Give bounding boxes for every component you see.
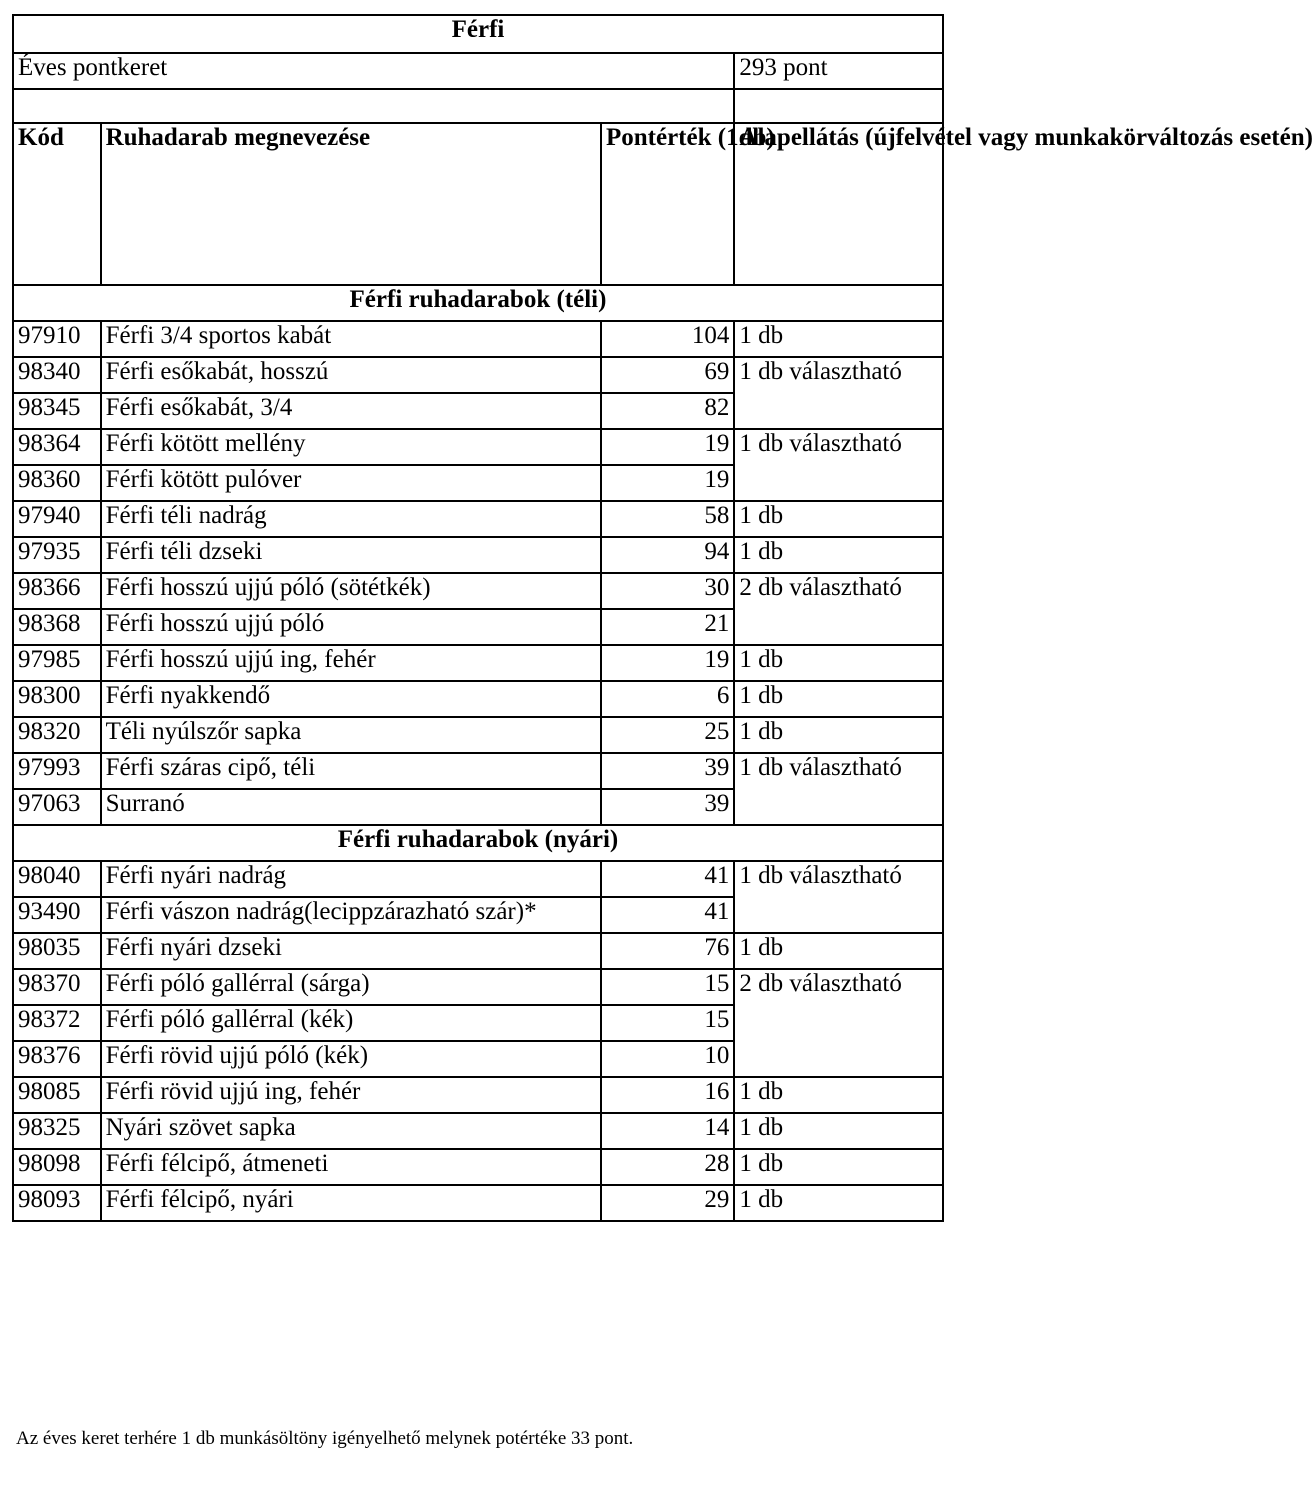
column-header-allocation: Alapellátás (újfelvétel vagy munkakörváltozás esetén) [734, 123, 943, 285]
item-code: 97910 [13, 321, 101, 357]
table-row [13, 681, 943, 717]
item-name: Férfi félcipő, nyári [101, 1185, 601, 1221]
table-row [13, 717, 943, 753]
item-code: 98325 [13, 1113, 101, 1149]
item-code: 98040 [13, 861, 101, 897]
item-points: 39 [601, 789, 734, 825]
item-points: 29 [601, 1185, 734, 1221]
title-row [13, 15, 943, 53]
item-points: 69 [601, 357, 734, 393]
clothing-points-table [12, 14, 1313, 1222]
item-allocation: 1 db választható [734, 429, 943, 501]
section-title: Férfi ruhadarabok (téli) [13, 285, 943, 321]
item-name: Nyári szövet sapka [101, 1113, 601, 1149]
item-allocation: 1 db választható [734, 861, 943, 933]
table-row [13, 969, 943, 1005]
spacer-cell [13, 89, 734, 123]
item-code: 98372 [13, 1005, 101, 1041]
item-code: 97940 [13, 501, 101, 537]
table-row [13, 753, 943, 789]
item-points: 82 [601, 393, 734, 429]
item-code: 98098 [13, 1149, 101, 1185]
column-header-points: Pontérték (1db) [601, 123, 734, 285]
table-row [13, 1113, 943, 1149]
column-header-code: Kód [13, 123, 101, 285]
item-name: Férfi 3/4 sportos kabát [101, 321, 601, 357]
table-row [13, 537, 943, 573]
item-code: 98360 [13, 465, 101, 501]
item-name: Férfi téli nadrág [101, 501, 601, 537]
table-row [13, 645, 943, 681]
spacer-row [13, 89, 943, 123]
item-name: Férfi félcipő, átmeneti [101, 1149, 601, 1185]
item-points: 16 [601, 1077, 734, 1113]
item-points: 41 [601, 861, 734, 897]
table-row [13, 321, 943, 357]
item-code: 98370 [13, 969, 101, 1005]
item-allocation: 1 db [734, 1077, 943, 1113]
item-name: Téli nyúlszőr sapka [101, 717, 601, 753]
item-allocation: 1 db [734, 1113, 943, 1149]
item-points: 19 [601, 645, 734, 681]
item-points: 28 [601, 1149, 734, 1185]
item-allocation: 1 db [734, 933, 943, 969]
table-title: Férfi [13, 15, 943, 53]
item-name: Férfi nyári nadrág [101, 861, 601, 897]
item-points: 19 [601, 429, 734, 465]
item-points: 30 [601, 573, 734, 609]
item-code: 97993 [13, 753, 101, 789]
annual-budget-value: 293 pont [734, 53, 943, 89]
footnote: Az éves keret terhére 1 db munkásöltöny igényelhető melynek potértéke 33 pont. [16, 1428, 634, 1449]
item-code: 98093 [13, 1185, 101, 1221]
section-title: Férfi ruhadarabok (nyári) [13, 825, 943, 861]
table-row [13, 933, 943, 969]
item-code: 98366 [13, 573, 101, 609]
item-name: Férfi hosszú ujjú ing, fehér [101, 645, 601, 681]
item-name: Férfi száras cipő, téli [101, 753, 601, 789]
item-points: 94 [601, 537, 734, 573]
table-row [13, 1149, 943, 1185]
item-allocation: 1 db [734, 1149, 943, 1185]
item-code: 98340 [13, 357, 101, 393]
table-row [13, 1185, 943, 1221]
item-allocation: 1 db [734, 321, 943, 357]
item-points: 14 [601, 1113, 734, 1149]
table-row [13, 429, 943, 465]
item-name: Férfi téli dzseki [101, 537, 601, 573]
section-header-row [13, 285, 943, 321]
table-row [13, 501, 943, 537]
annual-budget-row [13, 53, 943, 89]
column-header-row [13, 123, 943, 285]
item-name: Férfi esőkabát, 3/4 [101, 393, 601, 429]
item-name: Férfi rövid ujjú ing, fehér [101, 1077, 601, 1113]
item-name: Férfi póló gallérral (kék) [101, 1005, 601, 1041]
item-name: Férfi nyakkendő [101, 681, 601, 717]
item-allocation: 1 db [734, 501, 943, 537]
item-name: Férfi rövid ujjú póló (kék) [101, 1041, 601, 1077]
item-code: 97935 [13, 537, 101, 573]
item-points: 41 [601, 897, 734, 933]
spacer-cell [734, 89, 943, 123]
item-points: 10 [601, 1041, 734, 1077]
item-allocation: 2 db választható [734, 969, 943, 1077]
item-allocation: 2 db választható [734, 573, 943, 645]
item-allocation: 1 db [734, 537, 943, 573]
item-allocation: 1 db [734, 681, 943, 717]
item-name: Férfi hosszú ujjú póló [101, 609, 601, 645]
table-row [13, 861, 943, 897]
item-name: Férfi vászon nadrág(lecippzárazható szár)* [101, 897, 601, 933]
item-points: 15 [601, 969, 734, 1005]
table-row [13, 1077, 943, 1113]
item-code: 98364 [13, 429, 101, 465]
item-points: 21 [601, 609, 734, 645]
item-allocation: 1 db [734, 717, 943, 753]
item-name: Férfi póló gallérral (sárga) [101, 969, 601, 1005]
item-code: 98368 [13, 609, 101, 645]
item-points: 76 [601, 933, 734, 969]
item-name: Férfi kötött pulóver [101, 465, 601, 501]
item-allocation: 1 db választható [734, 753, 943, 825]
item-code: 97063 [13, 789, 101, 825]
item-name: Férfi esőkabát, hosszú [101, 357, 601, 393]
item-code: 98035 [13, 933, 101, 969]
item-points: 25 [601, 717, 734, 753]
item-points: 6 [601, 681, 734, 717]
table-row [13, 573, 943, 609]
item-code: 98345 [13, 393, 101, 429]
item-code: 98085 [13, 1077, 101, 1113]
item-code: 93490 [13, 897, 101, 933]
table-row [13, 357, 943, 393]
item-name: Férfi hosszú ujjú póló (sötétkék) [101, 573, 601, 609]
item-allocation: 1 db választható [734, 357, 943, 429]
item-code: 98300 [13, 681, 101, 717]
item-name: Férfi nyári dzseki [101, 933, 601, 969]
item-points: 39 [601, 753, 734, 789]
section-header-row [13, 825, 943, 861]
item-name: Surranó [101, 789, 601, 825]
item-code: 98320 [13, 717, 101, 753]
item-points: 19 [601, 465, 734, 501]
item-name: Férfi kötött mellény [101, 429, 601, 465]
item-code: 97985 [13, 645, 101, 681]
item-allocation: 1 db [734, 1185, 943, 1221]
item-allocation: 1 db [734, 645, 943, 681]
item-points: 58 [601, 501, 734, 537]
item-points: 15 [601, 1005, 734, 1041]
item-code: 98376 [13, 1041, 101, 1077]
item-points: 104 [601, 321, 734, 357]
annual-budget-label: Éves pontkeret [13, 53, 734, 89]
column-header-name: Ruhadarab megnevezése [101, 123, 601, 285]
